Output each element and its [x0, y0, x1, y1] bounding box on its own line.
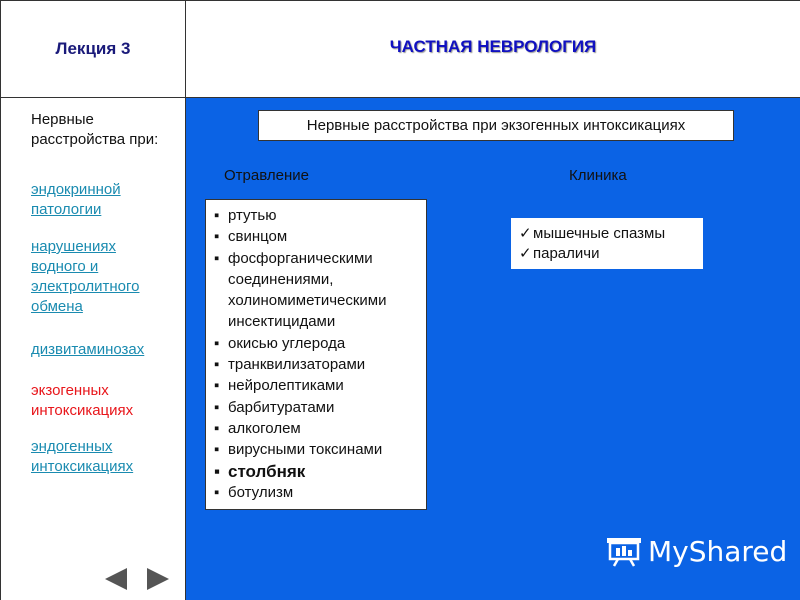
- clinic-item-label: мышечные спазмы: [533, 225, 666, 242]
- lecture-label: Лекция 3: [55, 39, 131, 58]
- poisoning-item-label: холиномиметическими: [228, 292, 387, 310]
- bullet-icon: ▪: [214, 398, 220, 416]
- poisoning-item-label: фосфорганическими: [228, 249, 373, 267]
- sidebar: [0, 98, 186, 600]
- next-arrow-icon[interactable]: [147, 568, 169, 590]
- clinic-list: [511, 218, 703, 269]
- sidebar-item-exogenous-intoxication[interactable]: экзогенных интоксикациях: [31, 382, 134, 419]
- poisoning-item: [214, 482, 426, 503]
- poisoning-item: [214, 397, 426, 418]
- sidebar-item-water-electrolyte[interactable]: нарушениях водного и электролитного обмена: [31, 238, 140, 315]
- bullet-icon: ▪: [214, 419, 220, 437]
- presentation-icon: [606, 537, 642, 567]
- poisoning-item: [214, 333, 426, 354]
- poisoning-item-label: инсектицидами: [228, 313, 336, 331]
- poisoning-item-label: столбняк: [228, 461, 306, 481]
- poisoning-item-label: транквилизаторами: [228, 356, 366, 374]
- poisoning-item: [214, 269, 426, 290]
- clinic-column-label: Клиника: [569, 167, 627, 184]
- poisoning-list: [205, 199, 427, 510]
- slide-navigation: [105, 568, 169, 590]
- poisoning-item: [214, 248, 426, 269]
- section-title: Нервные расстройства при экзогенных интоксикациях: [258, 110, 734, 141]
- poisoning-item-label: ртутью: [228, 207, 277, 224]
- clinic-item-label: параличи: [533, 245, 600, 262]
- sidebar-item-endogenous-intoxication[interactable]: эндогенных интоксикациях: [31, 438, 134, 475]
- logo-text: MyShared: [648, 535, 788, 568]
- poisoning-item: [214, 205, 426, 226]
- bullet-icon: ▪: [214, 334, 220, 352]
- poisoning-item-label: окисью углерода: [228, 334, 346, 352]
- poisoning-item-label: барбитуратами: [228, 398, 335, 416]
- bullet-icon: ▪: [214, 207, 220, 224]
- bullet-icon: ▪: [214, 441, 220, 459]
- sidebar-item-dysvitaminosis[interactable]: дизвитаминозах: [31, 341, 145, 358]
- header-title-cell: [186, 0, 800, 98]
- poisoning-item: [214, 226, 426, 247]
- header-lecture-cell: [0, 0, 186, 98]
- prev-arrow-icon[interactable]: [105, 568, 127, 590]
- poisoning-item-label: нейролептиками: [228, 377, 344, 395]
- bullet-icon: ▪: [214, 249, 220, 267]
- poisoning-item: [214, 461, 426, 482]
- bullet-icon: ▪: [214, 228, 220, 246]
- poisoning-item: [214, 290, 426, 311]
- poisoning-item: [214, 375, 426, 396]
- poisoning-item-label: ботулизм: [228, 483, 294, 501]
- bullet-icon: ▪: [214, 377, 220, 395]
- poisoning-item: [214, 418, 426, 439]
- poisoning-item-label: свинцом: [228, 228, 288, 246]
- checkmark-icon: ✓: [519, 245, 532, 262]
- poisoning-item-label: вирусными токсинами: [228, 441, 383, 459]
- clinic-item: [519, 224, 703, 244]
- myshared-logo: [606, 535, 787, 568]
- sidebar-intro: Нервные расстройства при:: [31, 111, 159, 148]
- bullet-icon: ▪: [214, 483, 220, 501]
- sidebar-item-endocrine[interactable]: эндокринной патологии: [31, 181, 121, 218]
- page-title: ЧАСТНАЯ НЕВРОЛОГИЯ: [389, 37, 597, 56]
- bullet-icon: ▪: [214, 356, 220, 374]
- clinic-item: [519, 244, 703, 264]
- poisoning-item: [214, 354, 426, 375]
- poisoning-item-label: алкоголем: [228, 419, 301, 437]
- checkmark-icon: ✓: [519, 225, 532, 242]
- poisoning-column-label: Отравление: [224, 167, 309, 184]
- content-panel: [186, 98, 800, 600]
- poisoning-item: [214, 311, 426, 332]
- bullet-icon: ▪: [214, 461, 221, 481]
- poisoning-item-label: соединениями,: [228, 270, 334, 288]
- poisoning-item: [214, 439, 426, 460]
